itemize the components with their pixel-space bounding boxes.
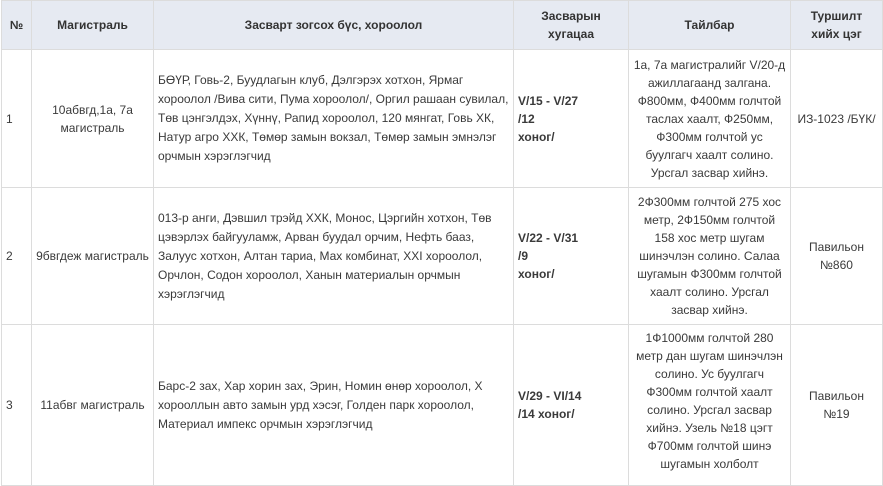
repair-schedule-table <box>1 0 883 486</box>
repair-dates: V/29 - VI/14 <box>518 389 582 403</box>
magistral-name: 11абвг магистраль <box>32 325 154 486</box>
repair-period <box>514 50 629 188</box>
header-test-place: Туршилт хийх цэг <box>791 1 883 50</box>
affected-locations: 013-р анги, Дэвшил трэйд ХХК, Монос, Цэргийн хотхон, Төв цэвэрлэх байгууламж, Арван буудал орчим, Нефть бааз, Залуус хотхон, Алтан тариа, Мах комбинат, XXI хороолол, Орчлон, Содон хороолол, Ханын материалын орчмын хэрэглэгчид <box>154 188 514 325</box>
header-locations: Засварт зогсох бүс, хороолол <box>154 1 514 50</box>
test-place: Павильон №19 <box>791 325 883 486</box>
affected-locations: Барс-2 зах, Хар хорин зах, Эрин, Номин өнөр хороолол, Х хорооллын авто замын урд хэсэг, Голден парк хороолол, Материал импекс орчмын хэрэглэгчид <box>154 325 514 486</box>
header-no: № <box>2 1 32 50</box>
repair-note: 2Ф300мм голчтой 275 хос метр, 2Ф150мм голчтой 158 хос метр шугам шинэчлэн солино. Салаа шугамын Ф300мм голчтой хаалт солино. Урсгал засвар хийнэ. <box>629 188 791 325</box>
repair-days-unit: хоног/ <box>518 129 555 144</box>
repair-note-text: 1Ф1000мм голчтой 280 метр дан шугам шинэчлэн солино. Ус буулгагч Ф300мм голчтой хаалт солино. Урсгал засвар хийнэ. Узель №18 цэгт Ф700мм голчтой шинэ шугамын холболт <box>636 331 783 471</box>
repair-note <box>629 325 791 486</box>
repair-days: /12 <box>518 111 535 126</box>
repair-note: 1а, 7а магистралийг V/20-д ажиллагаанд залгана. Ф800мм, Ф400мм голчтой таслах хаалт, Ф250мм, Ф300мм голчтой ус буулгагч хаалт солино. Урсгал засвар хийнэ. <box>629 50 791 188</box>
test-place: Павильон №860 <box>791 188 883 325</box>
repair-days: /9 <box>518 249 529 263</box>
table-row <box>2 50 883 188</box>
repair-dates: V/22 - V/31 <box>518 231 579 245</box>
row-number: 3 <box>2 325 32 486</box>
header-repair-time: Засварын хугацаа <box>514 1 629 50</box>
header-magistral: Магистраль <box>32 1 154 50</box>
repair-period <box>514 325 629 486</box>
magistral-name: 10абвгд,1а, 7а магистраль <box>32 50 154 188</box>
row-number: 1 <box>2 50 32 188</box>
repair-days: /14 хоног/ <box>518 407 575 421</box>
test-place: ИЗ-1023 /БҮК/ <box>791 50 883 188</box>
affected-locations: БӨҮР, Говь-2, Буудлагын клуб, Дэлгэрэх хотхон, Ярмаг хороолол /Вива сити, Пума хороолол/, Оргил рашаан сувилал, Төв цэнгэлдэх, Хүннү, Рапид хороолол, 120 мянгат, Говь ХК, Натур агро ХХК, Төмөр замын вокзал, Төмөр замын эмнэлэг орчмын хэрэглэгчид <box>154 50 514 188</box>
table-row <box>2 188 883 325</box>
repair-period <box>514 188 629 325</box>
table-header-row <box>2 1 883 50</box>
table-row <box>2 325 883 486</box>
repair-dates: V/15 - V/27 <box>518 93 579 108</box>
repair-days-unit: хоног/ <box>518 267 555 281</box>
header-note: Тайлбар <box>629 1 791 50</box>
magistral-name: 9бвгдеж магистраль <box>32 188 154 325</box>
row-number: 2 <box>2 188 32 325</box>
